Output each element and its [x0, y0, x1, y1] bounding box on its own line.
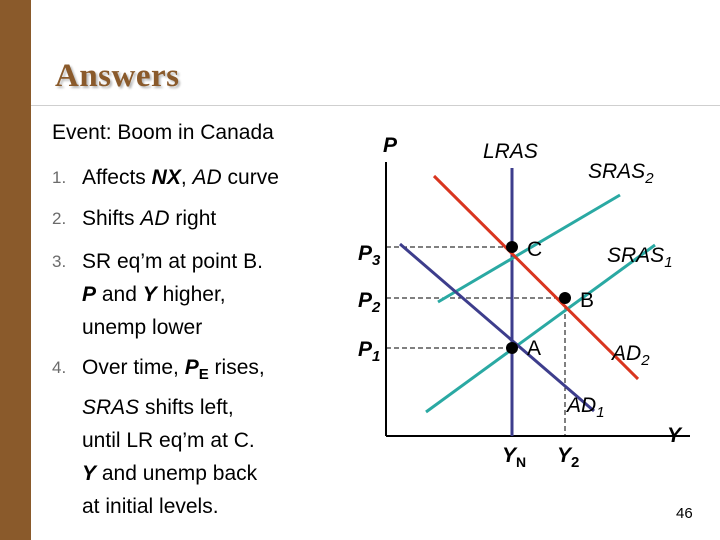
slide-page-number: 46 [676, 505, 693, 522]
step-text-run: Shifts [82, 207, 141, 230]
y-axis-label: P [383, 134, 398, 157]
p3-label: $P_3$ [358, 242, 381, 269]
yn-label: $Y_N$ [502, 444, 527, 470]
point-a-label: A [527, 337, 542, 360]
step-text-run: P [184, 356, 199, 379]
step-number: 1. [52, 168, 67, 187]
step-number: 3. [52, 252, 67, 271]
step-number: 2. [52, 209, 67, 228]
step-text-run: until LR eq’m at C. [82, 429, 255, 453]
p1-label: $P_1$ [358, 338, 381, 365]
step-text-run: SRAS [82, 396, 140, 420]
ad2-label: $AD_2$ [612, 342, 650, 369]
step-text-run: , [180, 166, 193, 189]
step-text-run: NX [151, 166, 181, 189]
step-text-run: Y [82, 462, 97, 486]
step-text-run: and [96, 283, 143, 306]
point-a-marker [506, 342, 518, 354]
point-b-label: B [580, 289, 595, 312]
step-text-run: AD [140, 207, 170, 230]
point-b-marker [559, 292, 571, 304]
step-text-run: AD [192, 166, 222, 189]
p2-label: $P_2$ [358, 289, 381, 316]
step-number: 4. [52, 358, 67, 377]
step-text-run: curve [221, 166, 279, 189]
step-text-run: shifts left, [139, 396, 234, 420]
step-text-run: higher, [156, 283, 226, 306]
step-text-run: and unemp back [96, 462, 258, 486]
step-text-run: Affects [82, 166, 152, 189]
step-text-run: right [169, 207, 217, 230]
slide-title: Answers [55, 58, 180, 94]
sras2-label: $SRAS_2$ [588, 160, 654, 187]
sras1-label: $SRAS_1$ [607, 244, 673, 271]
step-text-run: Y [142, 283, 157, 306]
step-text-run: at initial levels. [82, 495, 219, 519]
lras-label: LRAS [483, 140, 538, 163]
step-text-run: E [198, 366, 209, 384]
x-axis-label: Y [667, 424, 682, 447]
ad1-label: $AD_1$ [567, 394, 605, 421]
point-c-marker [506, 241, 518, 253]
point-c-label: C [527, 238, 543, 261]
step-text-run: unemp lower [82, 316, 203, 339]
step-text-run: P [82, 283, 97, 306]
step-text-run: SR eq’m at point B. [82, 250, 263, 273]
y2-label: $Y_2$ [557, 444, 580, 471]
sras1-curve [426, 245, 655, 412]
event-heading: Event: Boom in Canada [52, 121, 274, 144]
step-text-run: rises, [208, 356, 265, 379]
step-text-run: Over time, [82, 356, 185, 379]
